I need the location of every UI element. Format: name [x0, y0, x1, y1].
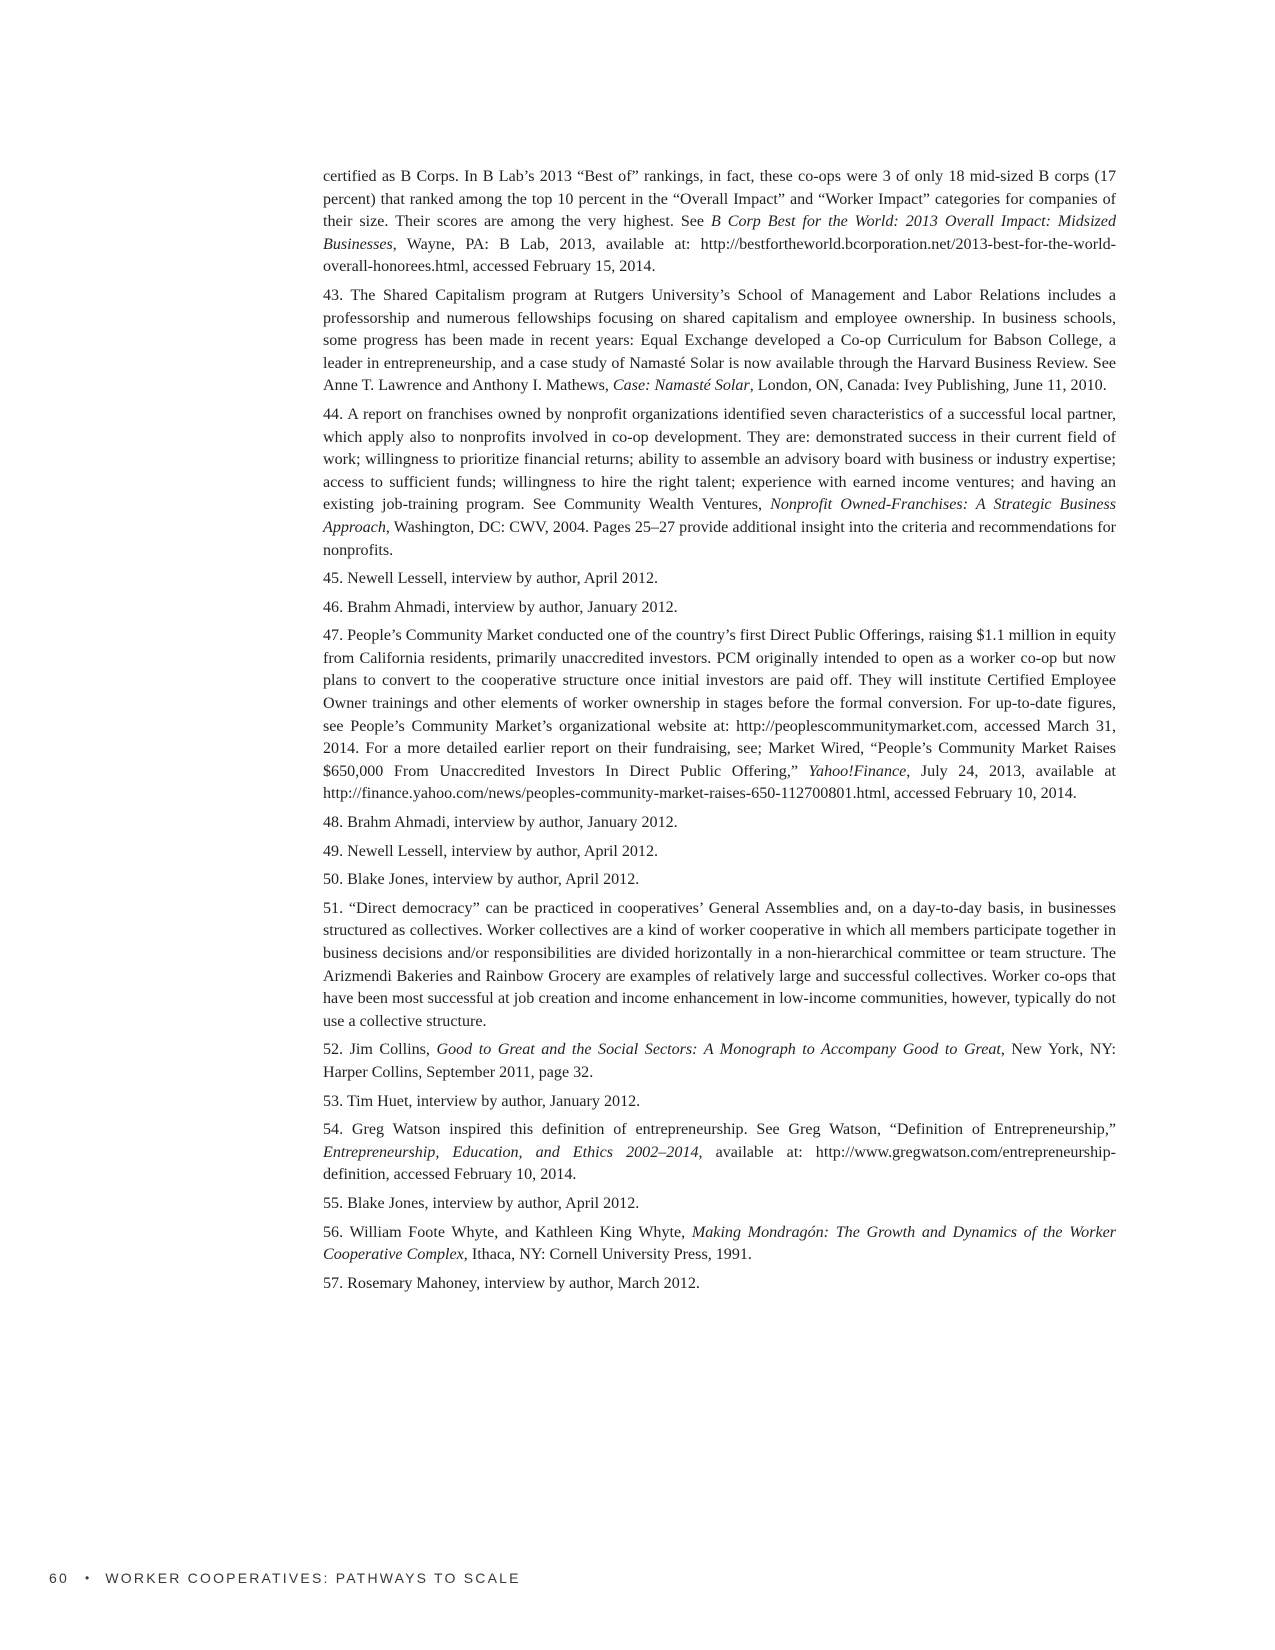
endnote-text: Blake Jones, interview by author, April 2012.: [347, 871, 640, 889]
endnote-number: 45.: [323, 570, 344, 588]
endnote-number: 53.: [323, 1092, 344, 1110]
endnote: [323, 1193, 1116, 1216]
endnote-number: 44.: [323, 405, 344, 423]
endnote-text: Greg Watson inspired this definition of entrepreneurship. See Greg Watson, “Definition of Entrepreneurship,”: [351, 1121, 1117, 1139]
endnote-text: The Shared Capitalism program at Rutgers University’s School of Management and Labor Relations includes a professorship and numerous fellowships focusing on shared capitalism and employee ownership. In business schools, some progress has been made in recent years: Equal Exchange developed a Co-op Curriculum for Babson College, a leader in entrepreneurship, and a case study of Namasté Solar is now available through the Harvard Business Review. See Anne T. Lawrence and Anthony I. Mathews,: [323, 286, 1116, 395]
endnote-number: 46.: [323, 598, 344, 616]
endnote-number: 55.: [323, 1194, 344, 1212]
endnote-text: Jim Collins,: [349, 1041, 437, 1059]
endnote: [323, 285, 1116, 398]
endnote-text: Newell Lessell, interview by author, April 2012.: [347, 842, 659, 860]
endnote: [323, 1091, 1116, 1114]
endnote: [323, 1119, 1116, 1187]
endnote-title: Case: Namasté Solar: [612, 377, 750, 395]
endnote-title: Entrepreneurship, Education, and Ethics 2002–2014: [323, 1143, 699, 1161]
endnote-text: “Direct democracy” can be practiced in cooperatives’ General Assemblies and, on a day-to-day basis, in businesses structured as collectives. Worker collectives are a kind of worker cooperative in which all members participate together in business decisions and/or responsibilities are divided horizontally in a non-hierarchical committee or team structure. The Arizmendi Bakeries and Rainbow Grocery are examples of relatively large and successful collectives. Worker co-ops that have been most successful at job creation and income enhancement in low-income communities, however, typically do not use a collective structure.: [323, 899, 1116, 1030]
endnote-title: Good to Great and the Social Sectors: A Monograph to Accompany Good to Great: [436, 1041, 1001, 1059]
endnote-text: Tim Huet, interview by author, January 2012.: [346, 1092, 641, 1110]
endnotes-list: [323, 166, 1116, 1301]
footer-bullet: •: [84, 1571, 92, 1585]
endnote: [323, 869, 1116, 892]
endnote-text: , available at: http://www.gregwatson.com/entrepreneurship-definition, accessed February 10, 2014.: [323, 1143, 1116, 1184]
endnote-number: 51.: [323, 899, 344, 917]
endnote-number: 43.: [323, 286, 344, 304]
endnote: [323, 404, 1116, 562]
page-footer: [49, 1570, 521, 1586]
running-title: WORKER COOPERATIVES: PATHWAYS TO SCALE: [105, 1570, 521, 1586]
endnote: [323, 841, 1116, 864]
endnote-title: Making Mondragón: The Growth and Dynamics of the Worker Cooperative Complex: [323, 1223, 1117, 1264]
endnote-number: 56.: [323, 1223, 344, 1241]
endnote-number: 52.: [323, 1041, 344, 1059]
endnote-number: 48.: [323, 814, 344, 832]
endnote: [323, 568, 1116, 591]
endnote-text: Rosemary Mahoney, interview by author, March 2012.: [347, 1274, 700, 1292]
endnote-number: 49.: [323, 842, 344, 860]
endnote-text: Brahm Ahmadi, interview by author, January 2012.: [347, 814, 678, 832]
endnote-number: 57.: [323, 1274, 344, 1292]
endnote-text: , July 24, 2013, available at http://finance.yahoo.com/news/peoples-community-market-raises-650-112700801.html, accessed February 10, 2014.: [323, 762, 1116, 803]
endnote: [323, 1039, 1116, 1084]
endnote: [323, 166, 1116, 279]
endnote-title: Yahoo!Finance: [808, 762, 907, 780]
page-number: 60: [49, 1570, 69, 1586]
endnote-text: , Wayne, PA: B Lab, 2013, available at: http://bestfortheworld.bcorporation.net/2013-best-for-the-world-overall-honorees.html, accessed February 15, 2014.: [323, 235, 1116, 276]
endnote-text: certified as B Corps. In B Lab’s 2013 “Best of” rankings, in fact, these co-ops were 3 of only 18 mid-sized B corps (17 percent) that ranked among the top 10 percent in the “Overall Impact” and “Worker Impact” categories for companies of their size. Their scores are among the very highest. See: [323, 168, 1116, 231]
endnote-number: 50.: [323, 871, 344, 889]
endnote: [323, 898, 1116, 1034]
endnote-text: , New York, NY: Harper Collins, September 2011, page 32.: [323, 1041, 1116, 1081]
endnote: [323, 1222, 1116, 1267]
endnote: [323, 625, 1116, 806]
endnote-text: , Washington, DC: CWV, 2004. Pages 25–27 provide additional insight into the criteria and recommendations for nonprofits.: [323, 518, 1116, 559]
endnote: [323, 812, 1116, 835]
endnote-text: Brahm Ahmadi, interview by author, January 2012.: [347, 598, 678, 616]
endnote-text: A report on franchises owned by nonprofit organizations identified seven characteristics of a successful local partner, which apply also to nonprofits involved in co-op development. They are: demonstrated success in their current field of work; willingness to prioritize financial returns; ability to assemble an advisory board with business or industry expertise; access to sufficient funds; willingness to hire the right talent; experience with earned income ventures; and having an existing job-training program. See Community Wealth Ventures,: [323, 405, 1116, 514]
endnote-text: , Ithaca, NY: Cornell University Press, 1991.: [463, 1246, 752, 1264]
endnote-text: Blake Jones, interview by author, April 2012.: [347, 1194, 640, 1212]
endnote-text: , London, ON, Canada: Ivey Publishing, June 11, 2010.: [749, 377, 1107, 395]
endnote-title: B Corp Best for the World: 2013 Overall Impact: Midsized Businesses: [323, 213, 1116, 253]
endnote-title: Nonprofit Owned-Franchises: A Strategic Business Approach: [323, 496, 1116, 536]
endnote: [323, 597, 1116, 620]
endnote-text: Newell Lessell, interview by author, April 2012.: [347, 570, 659, 588]
endnote: [323, 1273, 1116, 1296]
endnote-number: 47.: [323, 627, 344, 645]
endnote-number: 54.: [323, 1121, 344, 1139]
endnote-text: People’s Community Market conducted one of the country’s first Direct Public Offerings, raising $1.1 million in equity from California residents, primarily unaccredited investors. PCM originally intended to open as a worker co-op but now plans to convert to the cooperative structure once initial investors are paid off. They will institute Certified Employee Owner trainings and other elements of worker ownership in stages before the formal conversion. For up-to-date figures, see People’s Community Market’s organizational website at: http://peoplescommunitymarket.com, accessed March 31, 2014. For a more detailed earlier report on their fundraising, see; Market Wired, “People’s Community Market Raises $650,000 From Unaccredited Investors In Direct Public Offering,”: [323, 627, 1116, 780]
endnote-text: William Foote Whyte, and Kathleen King Whyte,: [349, 1223, 692, 1241]
